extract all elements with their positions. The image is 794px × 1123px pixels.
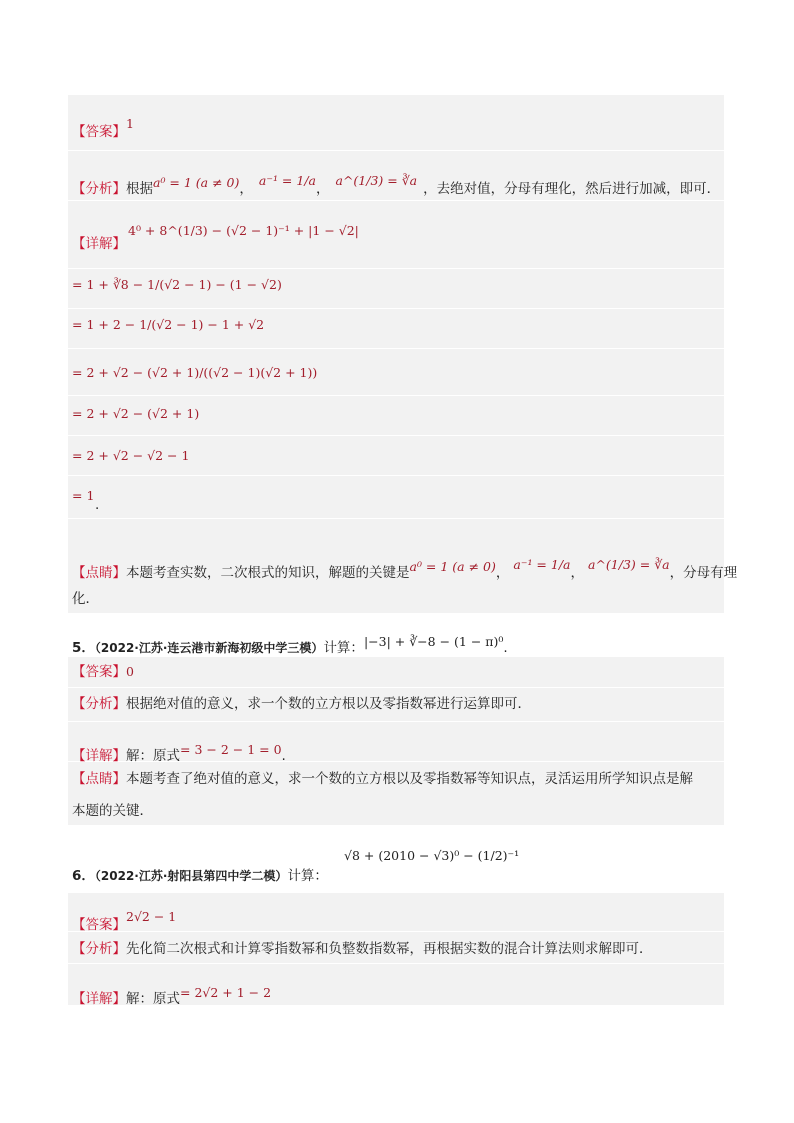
detail-expression: = 3 − 2 − 1 = 0: [180, 742, 282, 757]
comment-tag: 【点睛】: [72, 565, 126, 581]
detail-tag: 【详解】: [72, 991, 126, 1007]
question-prompt: 计算：: [323, 640, 364, 656]
q5-comment-line-2: 本题的关键．: [72, 803, 153, 819]
q4-step-5: = 2 + √2 − √2 − 1: [72, 448, 190, 463]
analysis-suffix: ，去绝对值，分母有理化，然后进行加减，即可．: [423, 181, 721, 197]
question-prompt: 计算：: [287, 868, 328, 884]
q4-answer: [72, 115, 134, 141]
comment-formula-cube-root: a^(1/3) = ∛a: [588, 557, 670, 572]
q5-comment: [72, 770, 693, 788]
question-source: （2022·江苏·射阳县第四中学二模）: [94, 869, 288, 883]
q4-step-4: = 2 + √2 − (√2 + 1): [72, 406, 200, 421]
q4-step-3: = 2 + √2 − (√2 + 1)/((√2 − 1)(√2 + 1)): [72, 365, 318, 380]
formula-a-zero: a⁰ = 1 (a ≠ 0): [153, 175, 240, 190]
q4-step-1: = 1 + ∛8 − 1/(√2 − 1) − (1 − √2): [72, 277, 282, 292]
answer-value: 1: [126, 116, 134, 131]
detail-prefix: 解：原式: [126, 748, 180, 764]
answer-tag: 【答案】: [72, 664, 126, 680]
q5-detail: 【详解】解：原式= 3 − 2 − 1 = 0.: [72, 742, 286, 764]
q4-comment: 【点睛】本题考查实数，二次根式的知识，解题的关键是a⁰ = 1 (a ≠ 0)，a⁻¹ = 1/a，a^(1/3) = ∛a，分母有理: [72, 557, 738, 581]
question-number: 6．: [72, 868, 95, 884]
q4-step-row: [68, 475, 724, 519]
q6-expression: √8 + (2010 − √3)⁰ − (1/2)⁻¹: [344, 848, 520, 863]
detail-tag: 【详解】: [72, 748, 126, 764]
formula-a-inverse: a⁻¹ = 1/a: [258, 173, 316, 188]
detail-expression: = 2√2 + 1 − 2: [180, 985, 272, 1000]
q6-detail: [72, 984, 271, 1008]
answer-value: 0: [126, 664, 134, 679]
detail-tag: 【详解】: [72, 236, 126, 252]
q4-detail: [72, 235, 126, 253]
q4-step-6: = 1: [72, 488, 95, 503]
q6-analysis: [72, 940, 653, 958]
answer-tag: 【答案】: [72, 917, 126, 933]
analysis-tag: 【分析】: [72, 696, 126, 712]
analysis-text: 根据绝对值的意义，求一个数的立方根以及零指数幂进行运算即可．: [126, 696, 531, 712]
q4-detail-expression: 4⁰ + 8^(1/3) − (√2 − 1)⁻¹ + |1 − √2|: [128, 223, 359, 238]
q4-comment-tail: 化．: [72, 591, 99, 607]
answer-value: 2√2 − 1: [126, 909, 177, 924]
analysis-tag: 【分析】: [72, 941, 126, 957]
comment-tag: 【点睛】: [72, 771, 126, 787]
comment-prefix: 本题考查实数，二次根式的知识，解题的关键是: [126, 565, 410, 581]
comment-formula-a-inverse: a⁻¹ = 1/a: [513, 557, 571, 572]
question-number: 5．: [72, 640, 95, 656]
comment-line-1: 本题考查了绝对值的意义，求一个数的立方根以及零指数幂等知识点，灵活运用所学知识点是解: [126, 771, 693, 787]
answer-tag: 【答案】: [72, 124, 126, 140]
q5-answer-row: [68, 657, 724, 687]
q6-answer: [72, 908, 176, 934]
q6-question: [72, 864, 328, 884]
question-expression: |−3| + ∛−8 − (1 − π)⁰: [363, 634, 504, 649]
question-source: （2022·江苏·连云港市新海初级中学三模）: [94, 641, 324, 655]
q4-analysis: 【分析】根据a⁰ = 1 (a ≠ 0)，a⁻¹ = 1/a，a^(1/3) = ∛a，去绝对值，分母有理化，然后进行加减，即可．: [72, 173, 721, 197]
analysis-text: 先化简二次根式和计算零指数幂和负整数指数幂，再根据实数的混合计算法则求解即可．: [126, 941, 653, 957]
analysis-tag: 【分析】: [72, 181, 126, 197]
q4-step-2: = 1 + 2 − 1/(√2 − 1) − 1 + √2: [72, 317, 265, 332]
q4-answer-row: [68, 95, 724, 150]
comment-suffix: ，分母有理: [669, 565, 738, 581]
q5-answer: [72, 663, 134, 681]
analysis-prefix: 根据: [126, 181, 153, 197]
q5-analysis: [72, 695, 531, 713]
q5-question: 5．（2022·江苏·连云港市新海初级中学三模）计算：|−3| + ∛−8 − (1 − π)⁰.: [72, 634, 508, 656]
q4-step-period: .: [95, 497, 100, 513]
formula-cube-root: a^(1/3) = ∛a: [335, 173, 418, 188]
detail-prefix: 解：原式: [126, 991, 180, 1007]
comment-formula-a-zero: a⁰ = 1 (a ≠ 0): [409, 559, 496, 574]
